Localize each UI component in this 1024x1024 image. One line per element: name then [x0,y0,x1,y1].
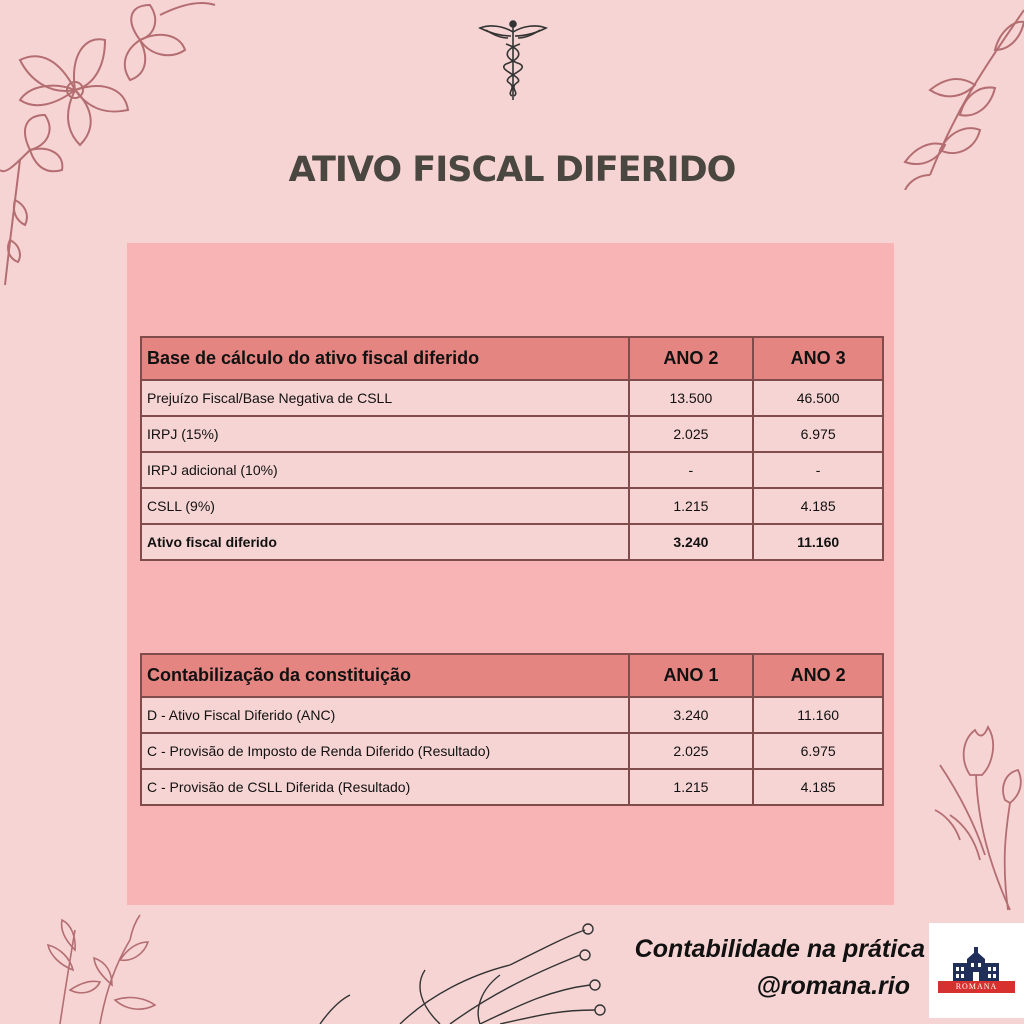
school-building-icon [951,947,1001,981]
cell-value: 4.185 [753,488,883,524]
table-header-row [141,337,883,380]
column-header: ANO 1 [629,654,754,697]
cell-value: 11.160 [753,524,883,560]
floral-bottom-left-decoration [40,910,180,1024]
row-label: IRPJ adicional (10%) [141,452,629,488]
table-row [141,416,883,452]
accounting-entries-table [140,653,884,806]
column-header: ANO 3 [753,337,883,380]
cell-value: 1.215 [629,769,754,805]
cell-value: 11.160 [753,697,883,733]
column-header: ANO 2 [629,337,754,380]
cell-value: 6.975 [753,416,883,452]
row-label: D - Ativo Fiscal Diferido (ANC) [141,697,629,733]
page-title: ATIVO FISCAL DIFERIDO [288,150,736,190]
cell-value: 46.500 [753,380,883,416]
table-row [141,488,883,524]
table-row [141,769,883,805]
cell-value: 2.025 [629,416,754,452]
tulip-right-decoration [930,715,1024,915]
floral-bottom-center-decoration [300,915,620,1024]
column-header: Base de cálculo do ativo fiscal diferido [141,337,629,380]
table-row [141,452,883,488]
logo-text: ROMANA [938,981,1015,993]
cell-value: 2.025 [629,733,754,769]
row-label: Ativo fiscal diferido [141,524,629,560]
table-total-row [141,524,883,560]
table-row [141,733,883,769]
romana-logo [929,923,1024,1018]
cell-value: 3.240 [629,524,754,560]
cell-value: 4.185 [753,769,883,805]
row-label: C - Provisão de Imposto de Renda Diferido (Resultado) [141,733,629,769]
instagram-handle[interactable]: @romana.rio [756,972,910,1000]
cell-value: 13.500 [629,380,754,416]
caduceus-icon [478,18,548,103]
row-label: C - Provisão de CSLL Diferida (Resultado) [141,769,629,805]
cell-value: 1.215 [629,488,754,524]
column-header: Contabilização da constituição [141,654,629,697]
tax-base-table [140,336,884,561]
row-label: Prejuízo Fiscal/Base Negativa de CSLL [141,380,629,416]
table-row [141,380,883,416]
cell-value: - [629,452,754,488]
table-header-row [141,654,883,697]
cell-value: - [753,452,883,488]
cell-value: 6.975 [753,733,883,769]
row-label: IRPJ (15%) [141,416,629,452]
table-row [141,697,883,733]
column-header: ANO 2 [753,654,883,697]
row-label: CSLL (9%) [141,488,629,524]
cell-value: 3.240 [629,697,754,733]
tagline-text: Contabilidade na prática [634,935,925,963]
